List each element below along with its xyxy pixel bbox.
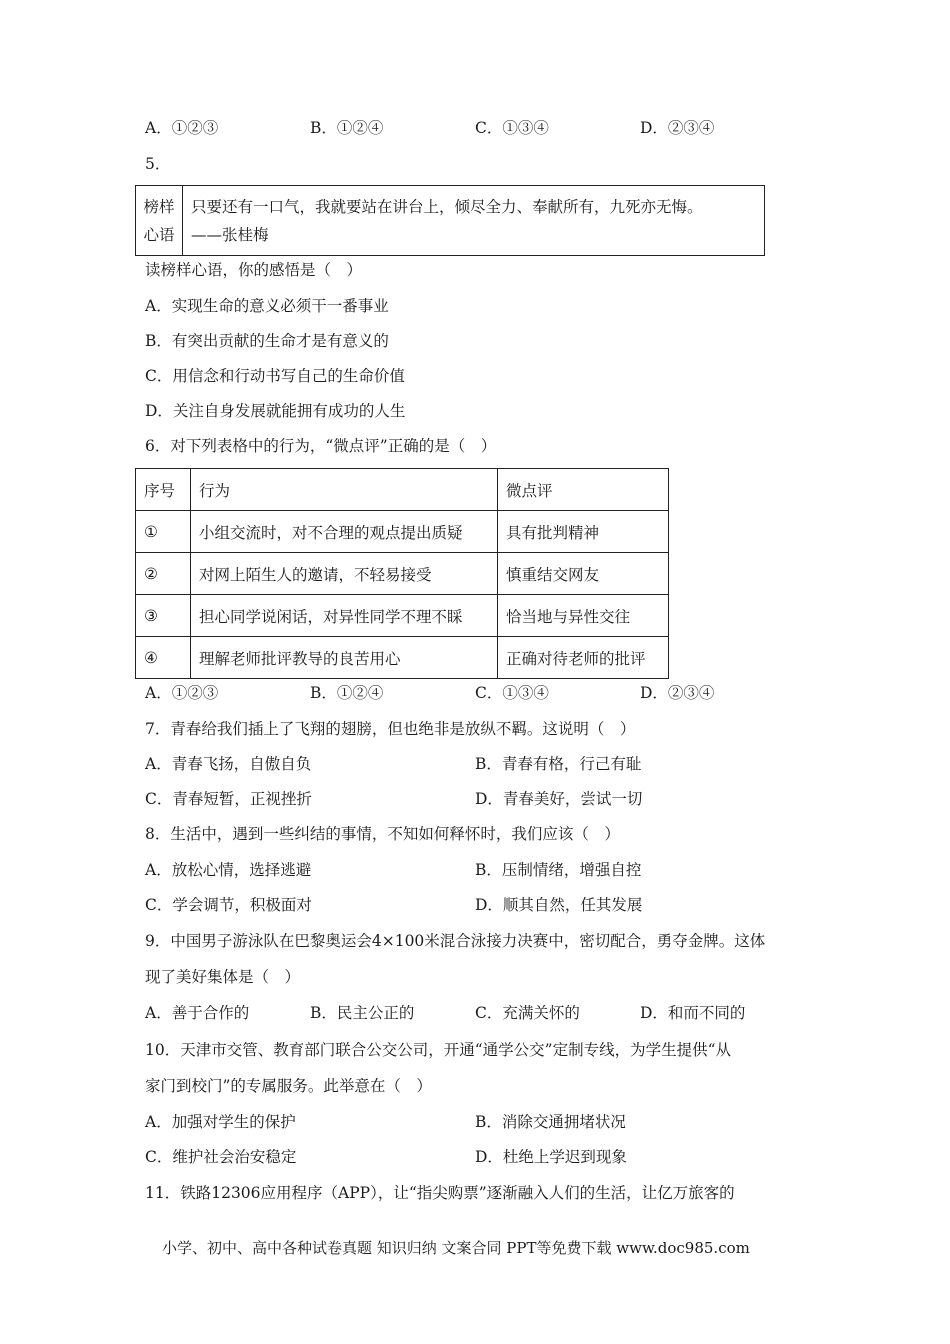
q6-option-d: D．②③④ [640,684,715,702]
q6-row4-number: ④ [136,637,191,679]
q5-quote-cell [183,186,765,256]
q10-option-b: B．消除交通拥堵状况 [475,1113,626,1131]
q5-number: 5． [145,155,171,173]
q5-option-b: B．有突出贡献的生命才是有意义的 [145,332,389,350]
q5-option-a: A．实现生命的意义必须干一番事业 [145,297,389,315]
q5-table-label [136,186,183,256]
q6-option-a: A．①②③ [145,684,219,702]
q5-option-d: D．关注自身发展就能拥有成功的人生 [145,402,406,420]
q4-option-c: C．①③④ [475,119,549,137]
q6-stem: 6．对下列表格中的行为，“微点评”正确的是（ ） [145,437,497,455]
q7-option-d: D．青春美好，尝试一切 [475,790,643,808]
q5-label-line2: 心语 [143,225,175,244]
q6-row4-comment: 正确对待老师的批评 [498,637,669,679]
q7-option-a: A．青春飞扬，自傲自负 [145,755,312,773]
q10-options-row1 [145,1112,805,1132]
q6-header-behavior: 行为 [191,469,498,511]
q6-options [145,683,805,703]
q6-header-row [136,469,669,511]
q8-option-d: D．顺其自然，任其发展 [475,896,643,914]
q6-row3-behavior: 担心同学说闲话，对异性同学不理不睬 [191,595,498,637]
q6-row3-number: ③ [136,595,191,637]
q5-stem: 读榜样心语，你的感悟是（ ） [145,261,363,279]
q8-options-row1 [145,860,805,880]
q9-options [145,1003,805,1023]
q5-quote-line1: 只要还有一口气，我就要站在讲台上，倾尽全力、奉献所有，九死亦无悔。 [191,197,703,216]
q6-table [135,468,669,679]
q7-stem: 7．青春给我们插上了飞翔的翅膀，但也绝非是放纵不羁。这说明（ ） [145,720,636,738]
q7-options-row1 [145,754,805,774]
q6-row1-comment: 具有批判精神 [498,511,669,553]
q8-option-a: A．放松心情，选择逃避 [145,861,312,879]
q9-option-b: B．民主公正的 [310,1004,415,1022]
q5-option-c: C．用信念和行动书写自己的生命价值 [145,367,405,385]
table-row [136,595,669,637]
q9-stem-line1: 9．中国男子游泳队在巴黎奥运会4×100米混合泳接力决赛中，密切配合，勇夺金牌。这体 [145,932,766,950]
q8-options-row2 [145,895,805,915]
q11-stem-line1: 11．铁路12306应用程序（APP），让“指尖购票”逐渐融入人们的生活，让亿万旅客的 [145,1184,735,1202]
q5-quote-table [135,185,765,256]
q6-option-b: B．①②④ [310,684,384,702]
q6-row4-behavior: 理解老师批评教导的良苦用心 [191,637,498,679]
page-footer: 小学、初中、高中各种试卷真题 知识归纳 文案合同 PPT等免费下载 www.doc985.com [162,1239,750,1257]
q10-options-row2 [145,1147,805,1167]
q4-option-d: D．②③④ [640,119,715,137]
q8-option-c: C．学会调节，积极面对 [145,896,312,914]
q4-option-b: B．①②④ [310,119,384,137]
q4-option-a: A．①②③ [145,119,219,137]
q8-stem: 8．生活中，遇到一些纠结的事情，不知如何释怀时，我们应该（ ） [145,825,620,843]
q8-option-b: B．压制情绪，增强自控 [475,861,642,879]
q5-label-line1: 榜样 [143,197,175,216]
q9-option-c: C．充满关怀的 [475,1004,580,1022]
q10-option-d: D．杜绝上学迟到现象 [475,1148,627,1166]
table-row [136,637,669,679]
q6-header-comment: 微点评 [498,469,669,511]
q10-stem-line1: 10．天津市交管、教育部门联合公交公司，开通“通学公交”定制专线，为学生提供“从 [145,1041,731,1059]
q6-row2-comment: 慎重结交网友 [498,553,669,595]
q9-option-a: A．善于合作的 [145,1004,250,1022]
q6-row3-comment: 恰当地与异性交往 [498,595,669,637]
q6-row1-number: ① [136,511,191,553]
q6-row2-behavior: 对网上陌生人的邀请，不轻易接受 [191,553,498,595]
q6-row1-behavior: 小组交流时，对不合理的观点提出质疑 [191,511,498,553]
q6-header-number: 序号 [136,469,191,511]
q7-option-c: C．青春短暂，正视挫折 [145,790,312,808]
q6-row2-number: ② [136,553,191,595]
table-row [136,553,669,595]
q10-stem-line2: 家门到校门”的专属服务。此举意在（ ） [145,1077,432,1095]
q9-option-d: D．和而不同的 [640,1004,746,1022]
table-row [136,511,669,553]
q6-option-c: C．①③④ [475,684,549,702]
q10-option-a: A．加强对学生的保护 [145,1113,296,1131]
q10-option-c: C．维护社会治安稳定 [145,1148,297,1166]
q5-quote-line2: ——张桂梅 [191,225,269,244]
q7-option-b: B．青春有格，行己有耻 [475,755,642,773]
q7-options-row2 [145,789,805,809]
q9-stem-line2: 现了美好集体是（ ） [145,968,301,986]
q4-options [145,118,805,138]
